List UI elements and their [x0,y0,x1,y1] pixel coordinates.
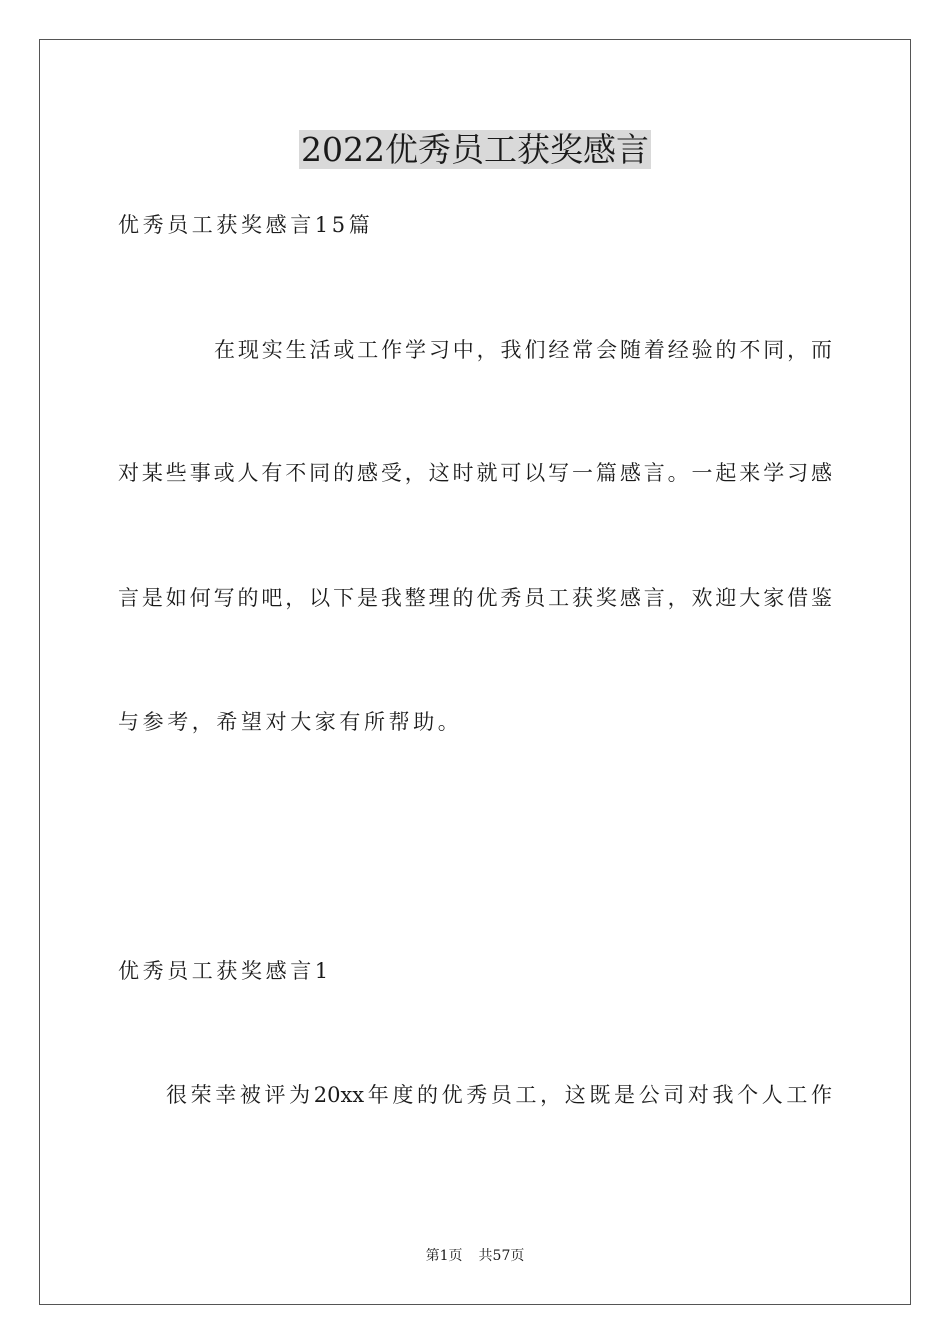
section-heading: 优秀员工获奖感言1 [118,959,332,983]
page-total: 共57页 [478,1248,525,1264]
intro-line-1: 在现实生活或工作学习中，我们经常会随着经验的不同，而 [214,338,832,362]
intro-line-2: 对某些事或人有不同的感受，这时就可以写一篇感言。一起来学习感 [118,461,832,485]
intro-line-4: 与参考，希望对大家有所帮助。 [118,710,463,734]
page-footer [0,1246,950,1266]
intro-line-3: 言是如何写的吧，以下是我整理的优秀员工获奖感言，欢迎大家借鉴 [118,586,832,610]
document-subtitle: 优秀员工获奖感言15篇 [118,213,374,237]
page-number: 第1页 [425,1248,463,1264]
title-text: 2022优秀员工获奖感言 [301,130,649,169]
document-title [0,128,950,172]
section-first-line: 很荣幸被评为20xx年度的优秀员工，这既是公司对我个人工作 [166,1083,832,1107]
